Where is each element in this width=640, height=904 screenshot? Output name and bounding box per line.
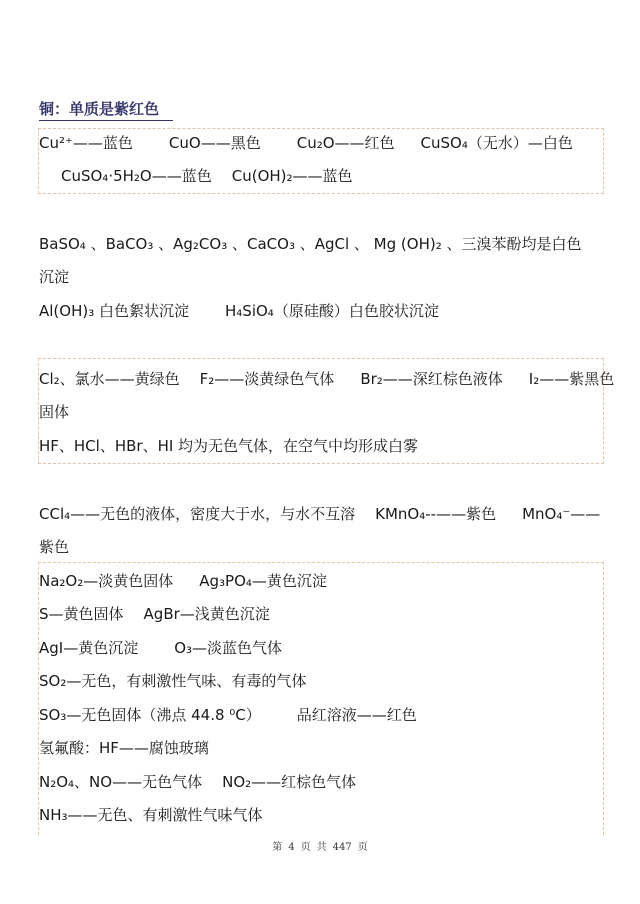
text-cl2: Cl₂、氯水——黄绿色 xyxy=(39,370,180,388)
footer-page-number: 4 xyxy=(288,842,295,853)
footer-ye-2: 页 xyxy=(357,842,368,853)
text-cuoh2: Cu(OH)₂——蓝色 xyxy=(231,167,353,185)
misc-item-4 xyxy=(39,671,306,691)
text-so2: SO₂—无色，有刺激性气味、有毒的气体 xyxy=(39,672,307,690)
halogen-line-3: HF、HCl、HBr、HI 均为无色气体，在空气中均形成白雾 xyxy=(39,437,419,455)
misc-item-5 xyxy=(39,705,417,725)
text-hf: 氢氟酸：HF——腐蚀玻璃 xyxy=(39,739,209,757)
precip-line-3 xyxy=(39,301,439,321)
footer-di: 第 xyxy=(272,842,283,853)
misc-item-1 xyxy=(39,571,327,591)
text-agi: AgI—黄色沉淀 xyxy=(39,639,139,657)
misc-line-1 xyxy=(39,504,600,524)
halogen-line-1 xyxy=(39,369,614,389)
precip-line-2: 沉淀 xyxy=(39,268,70,286)
misc-item-6 xyxy=(39,738,209,758)
text-f2: F₂——淡黄绿色气体 xyxy=(199,370,335,388)
text-cuso4-5h2o: CuSO₄·5H₂O——蓝色 xyxy=(61,167,212,185)
text-so3: SO₃—无色固体（沸点 44.8 ⁰C） xyxy=(39,706,261,724)
text-nh3: NH₃——无色、有刺激性气味气体 xyxy=(39,806,263,824)
footer-total-pages: 447 xyxy=(332,842,352,853)
text-kmno4: KMnO₄--——紫色 xyxy=(375,505,497,523)
text-cu2plus: Cu²⁺——蓝色 xyxy=(39,134,133,152)
text-br2: Br₂——深红棕色液体 xyxy=(360,370,503,388)
page-footer xyxy=(0,838,640,853)
misc-line-2: 紫色 xyxy=(39,538,70,556)
misc-item-3 xyxy=(39,638,282,658)
misc-box xyxy=(38,562,604,835)
text-ag3po4: Ag₃PO₄—黄色沉淀 xyxy=(199,572,327,590)
text-cuo: CuO——黑色 xyxy=(168,134,261,152)
footer-gong: 共 xyxy=(316,842,327,853)
text-na2o2: Na₂O₂—淡黄色固体 xyxy=(39,572,174,590)
text-agbr: AgBr—浅黄色沉淀 xyxy=(143,605,270,623)
misc-item-2 xyxy=(39,604,270,624)
copper-line-2 xyxy=(61,166,353,186)
section-title-copper: 铜：单质是紫红色 xyxy=(39,98,173,121)
text-cu2o: Cu₂O——红色 xyxy=(296,134,395,152)
text-cuso4: CuSO₄（无水）—白色 xyxy=(420,134,573,152)
text-n2o4: N₂O₄、NO——无色气体 xyxy=(39,773,203,791)
text-aloh3: Al(OH)₃ 白色絮状沉淀 xyxy=(39,302,190,320)
text-h4sio4: H₄SiO₄（原硅酸）白色胶状沉淀 xyxy=(225,302,439,320)
halogen-line-2: 固体 xyxy=(39,403,70,421)
precip-line-1: BaSO₄ 、BaCO₃ 、Ag₂CO₃ 、CaCO₃ 、AgCl 、 Mg (OH)₂ 、三溴苯酚均是白色 xyxy=(39,235,582,253)
copper-line-1 xyxy=(39,133,573,153)
text-s: S—黄色固体 xyxy=(39,605,124,623)
text-pinhong: 品红溶液——红色 xyxy=(296,706,417,724)
footer-ye: 页 xyxy=(300,842,311,853)
misc-item-7 xyxy=(39,772,356,792)
text-ccl4: CCl₄——无色的液体，密度大于水，与水不互溶 xyxy=(39,505,356,523)
text-mno4: MnO₄⁻—— xyxy=(522,505,601,523)
misc-item-8 xyxy=(39,805,263,825)
text-i2: I₂——紫黑色 xyxy=(528,370,615,388)
text-o3: O₃—淡蓝色气体 xyxy=(174,639,283,657)
text-no2: NO₂——红棕色气体 xyxy=(222,773,357,791)
